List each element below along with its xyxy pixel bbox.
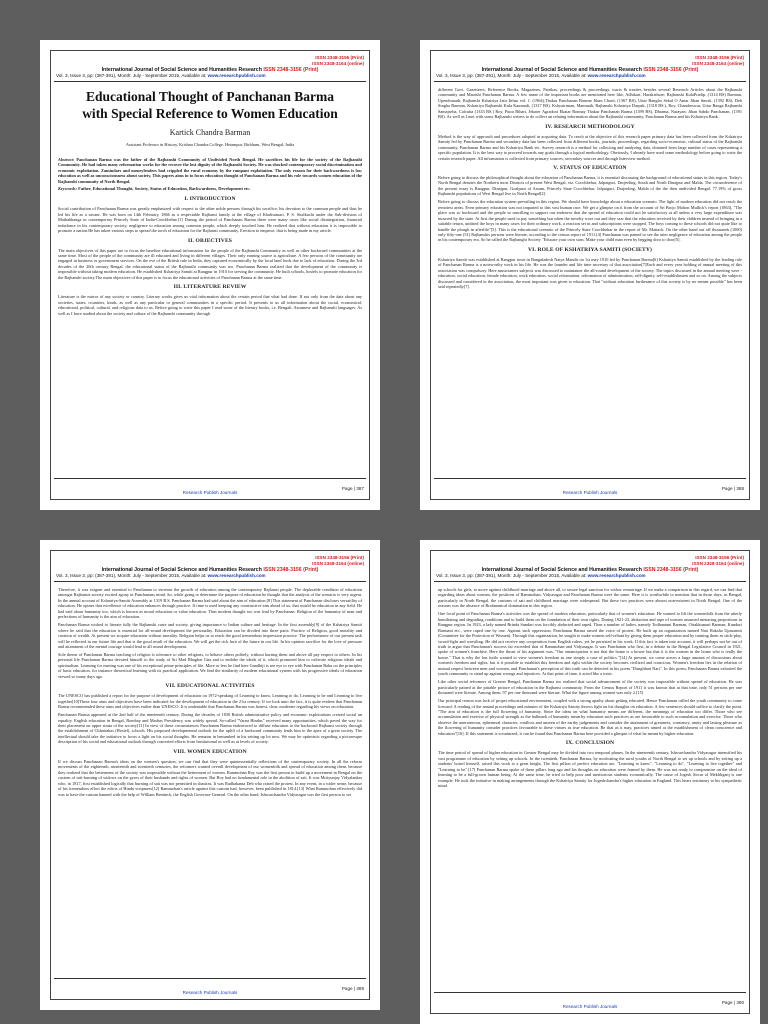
page-footer (40, 986, 380, 996)
publisher-link[interactable]: Research Publish Journals (562, 490, 618, 495)
section-text-status-of-education-1: Before going to discuss the philosophical thought about the education of Panchanan Barma, it is essential discussing the background of educational status in this region. Today's North Bengal denotes the Northern most Districts of present West Bengal, viz. Coochbehar, Jalpaiguri, Darjeeling, South and North Dinajpur and Malda. The circumference of the present essay is Rangpur, Dinajpur, Goalpara of Assam, Princely State Coochbehar, Jalpaiguri, Darjeeling, Malda of the the then undivided Bengal. 77.19% of gross Rajbanshi populations of West Bengal live in North Bengal[2]. (438, 174, 742, 197)
page-body (58, 86, 362, 319)
journal-url-link[interactable]: www.researchpublish.com (207, 73, 266, 78)
header-rule (434, 81, 746, 82)
publisher-link[interactable]: Research Publish Journals (182, 490, 238, 495)
section-text-status-of-education-2: Before going to discuss the education system prevailing in this region. We should have knowledge about a education scenario. The light of modern education did not reach the remotest areas. Even primary education was not imparted to this vast human race. We get a glimpse on it from the account of Sri Brojo Mohon Mullick's report (1863), "The place was so backward and the people so unwilling to support our endeavor that the spread of education could not be satisfactory at all unless a very large expenditure was incurred by the state. At first the people used to pay something but when the novelty wore out and they saw that the education received by their children instead of bringing in a suitable return, unfitted the boys in many cases for their ordinary work, a reaction set in and subscriptions were stopped. The boys coming to these schools did not quite like to handle the plough in afterlife"[3]. This is the educational scenario of the Princely State Coochbehar in the report of Mr. Mattack. On the other hand out off thousands (1000) only fifty-one (51) Rajbanshis persons were literate, according to the census report of 1911.[4] Panchanan was pained to see the utter negligence of education among the people in his contemporary era. So he called the Rajbanghi Society "Educate your own sons. Make your child man even by begging door to door[5]. (438, 199, 742, 243)
abstract: Abstract: Panchanan Barma was the father of the Rajbanshi Community of Undivided North Bengal. He sacrifices his life for the society of the Rajbanshi Community. He had taken many reformation works for the recover the lost dignity of the Rajbanshi Society. He was shocked contemporary social discrimination and economic exploitation. Zamindars and moneylenders had crippled the rural economy by the rampant exploitation. The only reason for their backwardness is low education as well as unconsciousness about society. This papers aims in to focus education thought of Panchanan Barma and his role towards women education of the Rajbanshi community of North Bengal. (58, 157, 362, 184)
section-text-literature-review: Literature is the mirror of any society or country. Literary works gives us vital information about the certain period that what had done. If not only from the data about any societies, states, countries, kinds, as well as any particular or general communities in a specific period. It presents to us all information about the social, economical, educational, political, cultural, and religious data to us. Before going to write this paper I read some of the literary books, i.e. Bengali, Assamese and Rajbanshi languages. As well as I have studied about the society and culture of the Rajbanshi community through (58, 294, 362, 316)
page-footer (40, 486, 380, 496)
footer-rule (54, 478, 366, 479)
issn-online: ISSN 2348-3164 (online) (692, 560, 744, 566)
publisher-link[interactable]: Research Publish Journals (182, 990, 238, 995)
page-header (436, 55, 744, 79)
journal-url-link[interactable]: www.researchpublish.com (207, 573, 266, 578)
paragraph-women-question: If we discuss Panchanan Barma's ideas on the women's question, we can find that they were quintessentially reflections of the contemporary society. In all the reform movements of the eighteenth, nineteenth and twentieth centuries, the reformers wanted overall development of our womenfolk and spread of education among them, because they realized that the betterment of the society was impossible without the betterment of women. Rammohan Roy was the first person to build up a movement in Bengal on the custom of sati-burning of widows on the pyres of their husbands and rights of women. But Roy had no fundamental role in the abolition of sati. It was Mrityunjay Vidyalankar who, in 1817, first established logically that burning of sati was not permitted in shastras. It was Radhakanta Deb who raised the protest. In any event, in a wider sense, because of his tremendous effort the edicts of Hindu scriptures[12] Rammohan's article against this custom had, however, been published in 1814.[13] What Rammohan effectively did was to have the custom banned with the help of William Bentinck, the English Governor-General. On the other hand, Ishwarchandra Vidyasagar was the first person to set (58, 758, 362, 797)
paragraph-womens-education: One focal point of Panchanan Barma's activities was the spread of modern education, particularly that of women's education. He wanted to lift the womenfolk from the utterly humiliating and degrading conditions and to build them on the foundation of their own rights. During 1921-23, abduction and rape of women assumed menacing proportions in Rangpur region. In 1923, a lady named Brinda Sundari was forcibly abducted and raped. Then a number of ladies, namely Todhantuni Barman, Oirakkumari Barman, Kunduri Barmani etc., were raped one by one. Against such oppression, Panchanan Barma raised the voice of protest. He built up an organization named Nari Raksha Upasamiti (Committee for the Protection of Women). Through this organization, he sought to make women self-reliant by giving them proper education and by training them as stick-play, sword-fight and wrestling. He did not receive any cooperation from English rulers, yet he persisted in his work. If this fact is taken into account, it will perhaps not be out of truth to argue that Panchanan's success far exceeded that of Rammohan and Vidyasagar. It was Panchanan who first, in a debate in the Bengal Legislative Council in 1921, spoke of women's franchise. Here the thrust of his argument was, "Our emancipation is not that the home is a bower but that it is the women in the home who is really the house." That is why the has futile wanted to view women's freedom as one simply a case of politics."[14] At present, we come across a large amount of discussions about women's freedom and rights, but is it possible to establish this freedom and right within the society becomes civilized and conscious. Women's freedom lies in the relation of mutual respect between men and women, and Panchanan's perception of this truth can be detected in his poem "Dunghhati Nari". In this poem, Panchanan Barma exhorted the youth community to stand up against wrongs and injustices. At that point of time, it acted like a tonic. (438, 611, 742, 677)
paragraph-indian-culture: Panchanan Barma wished to literate fully the Rajbanshi caste and society, giving importance to Indian culture and heritage. In the first assembly[9] of the Kshatriya Samiti where he said that the education is essential for all-round development the personality. Education can be divided into three parts: Practice of Religion, good morality and creation of wealth. At present we acquire education without morality. Religion helps us to reach the good tremendous impression practice. The performance of our present task will be reflected in our future life and that is the good result of the education. We will get the rich fruit of the future in our life. In his opinion sacrifice for the love of pressure and attainment of the mental courage would lead to all round development. (58, 622, 362, 650)
page-footer (420, 1000, 760, 1010)
paragraph-girls-schools: up schools for girls, to move against childhood marriage and above all, to secure legal sanction for widow remarriage. If we make a comparison in this regard, we can find that regarding ideas about women, the positions of Rammohan, Vidyasagar and Panchanan Barma were the same. Here it is worthwhile to mention that in those days, in Bengal, particularly in North Bengal, the customs of sati and childhood marriage were widespread. But these two practices were almost non-existent in North Bengal. One of the reasons was the absence of Brahmanical domination in this region. (438, 587, 742, 609)
continued-text: different Govt. Gazetteers, Reference Books, Magazines, Patrikas, proceedings & proceedings, tracts & treaties besides several Research Articles about the Rajbanshi community and Manishi Panchanan Barma. A few name of the important books are mentioned here like, Adhikari, Harakishore; Rajbanshi KulaPradip, (1314 BS) Barman, Upendranath; Rajbanshi Kshatriya Jatir Itihas vol. 1. (1964),Thakur Panchanan Barmar Jiban Charit, (1367 BS), Uttar Banglar Sekal O Amar Jiban Smriti, (1392 BS). Deb Singha Barman, Kshatriya Rajbanshi Kula Kaumudi, (1317 BS). Kshyatriman, Manmath, Rajbanshi Kshatriya Darpak, (1318 BS.), Roy, Chandreswar, Uttar Banga Rajbanshi Samajseba, Calcutta (1333 BS.) Roy, Putra Bihari, Jekater Agradoot Ekatar Bonnay Thakur Panchanan Barma (1399 BS), Dharma, Narayan; Jiban Sabdo Panchanan, (1391 BS). As well as I met with some Rajbanshi writers to do collect an relating information about the Rajbanshi community, Panchanan Barma and his Kshatriya Bank. (438, 87, 742, 120)
section-heading-kshatriya-samiti: VI. ROLE OF KSHATRIYA SAMITI (SOCIETY) (528, 246, 652, 253)
footer-rule (434, 478, 746, 479)
page-number: Page | 387 (341, 486, 364, 491)
section-heading-research-methodology: IV. RESEARCH METHODOLOGY (545, 123, 635, 130)
header-rule (54, 81, 366, 82)
page-header (56, 55, 364, 79)
paper-title: Educational Thought of Panchanan Barma with Special Reference to Women Education (82, 89, 338, 121)
header-rule (54, 581, 366, 582)
page-number: Page | 389 (341, 986, 364, 991)
page-body (58, 587, 362, 800)
section-heading-status-of-education: V. STATUS OF EDUCATION (553, 164, 627, 171)
footer-rule (54, 978, 366, 979)
page-number: Page | 390 (721, 1000, 744, 1005)
journal-page-389 (40, 540, 380, 1010)
footer-rule (434, 992, 746, 993)
paragraph-religion: Sole theme of Panchanan Barma teaching of religion is tolerance to other religions, to behave others politely, without hurting them and above all pay respect to others. In his personal life Panchanan Barma devoted himself to the study of Sri Mad Bhagbat Gita and to embibe the ideals of it, which promoted him to cultivate religious ideals and spiritualism. Learning for earning was one of his exceptional prime principles of life. More or less he find here Gandhiji is see eye to eye with Panchanan Babu on the principles of basic education. for instance theoretical learning with its practical application. We find the similarity of modern educational system with his progressive ideals of education viewed so many days ago. (58, 651, 362, 679)
keywords: Keywords: Father, Educational Thought, Society, Status of Education, Backwardness, Development etc. (58, 186, 251, 192)
section-text-objectives: The main objectives of this paper are to focus the baseline educational information for the people of the Rajbanshi Community as well as other backward communities at the same time. Most of the people of the community are ill educated and living in different villages. Their only earning source is agriculture. A few persons of the community are engaged in business or government services. On the eve of the British rule in India, they captured economically by the local land lords due to lack of education. During the 3rd decades of the 20th century Bengal, the educational status of the Rajbanshi community was too. Panchanan Barma realized that the development of the community is impossible without taking modern education. He established Kshatriya Samiti at Rangpur in 1910 for serving the community. He built schools, hostels to promote education for the Rajbanshi society.The main objectives of this paper is to focus the educational activities of Panchanan Barma at the same time. (58, 247, 362, 280)
page-number: Page | 388 (721, 486, 744, 491)
journal-url-link[interactable]: www.researchpublish.com (587, 573, 646, 578)
section-heading-introduction: I. INTRODUCTION (184, 196, 236, 203)
paragraph-social-reformers: Like other social reformers of Greater Bengal, Panchanan Barma too realized that social advancement of the society was impossible without spread of education. He was particularly pained at the pitiable picture of education in the Rajbansi community. From the Census Report of 1911 it was known that at that time, only 51 persons per one thousand were literate. Among them, 97 per one thousand were literate. What the figure among women was only 2.[15] (438, 679, 742, 696)
issn-online: ISSN 2348-3164 (online) (692, 60, 744, 66)
volume-info: Vol. 3, Issue 3, pp: (387-391), Month: July - September 2015, Available at: www.researchpublish.com (436, 573, 646, 578)
paragraph-conclusion: The time period of spread of higher education in Greater Bengal may be divided into two temporal phases. In the nineteenth century, Ishwarchandra Vidyasagar intensified his vast programme of education by setting up schools. In the twentieth, Panchanan Barma, by motivating the rural youths of North Bengal to set up schools and by setting up a students' hostel himself, raised this work to a great height. The first pillars of perfect education are, "Learning to know", "Learning to do", "Learning to live together" and "Learning to be".[17] Panchanan Barma spoke of these pillars long ago and his thoughts on education were framed by them. He was not ready to compromise on the ideal of learning to be a full-grown human being. At the same time, he tried to help poor and meritorious students economically. The cause of Jogesh Sircar of Mekhliganj is one example. He took the initiative in making arrangements through the Kshatriya Samity for Jogeshchandra's higher education in England. This bears testimony to his sympathetic mind. (438, 750, 742, 788)
page-header (56, 555, 364, 579)
header-rule (434, 581, 746, 582)
issn-online: ISSN 2348-3164 (online) (312, 60, 364, 66)
section-text-kshatriya-samiti: Kshatriya Samiti was established at Rangpur town in Bangaladesh Natya Mandir on 1st may 1910 led by Panchanan Barma[6] Kshatriya Samiti established by the leading role of Panchanan Barma is a noteworthy work in his life. He was the founder and life time secretary of that association[7]Each and every year holding of annual meeting of this association was compulsory. Here musicianers subjects was discussed to maintainer the all-round development of the society. The topics discussed in the annual meeting were - education, social education, female education, work education, social reformation, reformation of administration, self-dignity, self-establishment and so on. Among the subjects discussed and considered in the association, the most important was given to education. That "without education furtherance of this society is by no means possible" has been said repeatedly[7]. (438, 256, 742, 290)
paragraph-educational-environment: Our principal reason was lack of proper educational environment, coupled with a strong apathy about getting educated. Hence Panchanan called the youth community to come forward. A reading of the annual proceedings and minutes of the Kshatriya Samity throws light on his thoughts on education. A few sentences should suffice to clarify the point. "The aim of education is the full flowering of humanity. Since the ideas on what humanity means are different, the meanings of education too differ. Those who see accumulation and exercise of physical strength as the hallmark of humanity mean by education such practices as are favourable to such accumulation and exercise. Those who observe the unerroneous, ephemeral character, conflicts and unseen of the earthy judgements and consider the attainment of greatness, constancy, amity and lasting pleasure as the flowering of humanity consider practices favourable to these virtues as true education. Be that as it may, practices aimed at the establishment of clean conscience and education"[16]. If this statement is scrutinized, it can be found that Panchanan Barma here provided a glimpse of what he meant by higher education. (438, 698, 742, 736)
issn-online: ISSN 2348-3164 (online) (312, 560, 364, 566)
section-heading-women-education: VIII. WOMEN EDUCATION (173, 748, 247, 755)
journal-page-388 (420, 40, 760, 510)
issn-print: ISSN 2348-3156 (Print) (315, 55, 364, 60)
page-body (438, 587, 742, 791)
volume-info: Vol. 3, Issue 3, pp: (387-391), Month: July - September 2015, Available at: www.researchpublish.com (56, 73, 266, 78)
journal-title: International Journal of Social Science and Humanities Research ISSN 2348-3156 (Print) (101, 566, 319, 573)
volume-info: Vol. 3, Issue 3, pp: (387-391), Month: July - September 2015, Available at: www.researchpublish.com (56, 573, 266, 578)
section-heading-literature-review: III. LITERATURE REVIEW (173, 284, 247, 291)
journal-title: International Journal of Social Science and Humanities Research ISSN 2348-3156 (Print) (101, 66, 319, 73)
journal-page-390 (420, 540, 760, 1024)
paragraph-unesco: The UNESCO has published a report for the purpose of development of education on 1972-speaking of Learning to know, Learning to do, Learning to be and Learning to live together[10]These four aims and objectives have been indicated for the development of education in the 21st century. If we look unto the fact, it is quite evident that Panchanan Barma recommended these aims and objectives earlier than UNESCO. It is undeniable that Panchanan Barma was honest, clear, moderate regarding his views on education. (58, 693, 362, 710)
section-heading-objectives: II. OBJECTIVES (188, 237, 232, 244)
page-body (438, 87, 742, 292)
author-affiliation: Assistant Professor in History, Krishna Chandra College, Hetampur, Birbhum, West Bengal, India (125, 142, 295, 147)
publisher-link[interactable]: Research Publish Journals (562, 1004, 618, 1009)
journal-title: International Journal of Social Science and Humanities Research ISSN 2348-3156 (Print) (481, 566, 699, 573)
journal-title: International Journal of Social Science and Humanities Research ISSN 2348-3156 (Print) (481, 66, 699, 73)
journal-url-link[interactable]: www.researchpublish.com (587, 73, 646, 78)
journal-page-387 (40, 40, 380, 510)
issn-print: ISSN 2348-3156 (Print) (695, 555, 744, 560)
page-header (436, 555, 744, 579)
section-heading-conclusion: IX. CONCLUSION (565, 740, 615, 747)
issn-print: ISSN 2348-3156 (Print) (695, 55, 744, 60)
section-text-introduction: Social contribution of Panchanan Barma was greatly emphasized with respect to the other noble persons through his sacrifice, his devotion to the common people and thus he led his life as a savant. He was born on 14th February, 1866 as a respectable Rajbansi family at the village of Khalisamari, P. S. Sitalkuchi under the Sub-division of Mathabhanga in contemporary Princely State of India-Coochbehar.[1] During the period of Panchanan Barma there were many cases like social disintegration, financial imbalance in his contemporary society, negligence to education among common people, which deeply touched him. He realized that without education it is impossible to promote a nation.He has taken various steps to spread the torch of education for the Rajbansi community. Erection to emperor, that is being made in my article. (58, 206, 362, 234)
paragraph-aim-of-education: Therefore, it was exigent and essential to Panchanan to increase the growth of education among the contemporary Rajbansi people. The deplorable condition of education amongst Rajbansis society excited agony in Panchanans mind. So, while going to determine the purpose of education he thought that the analysis of the scenario is very urgent. In the annual account of Kshatriya-Samiti Assembly at 1319 B.S. Panchanan Barma had said about the aim of education.[8] This statement of Panchanan discloses versatility of education. He opines that excellence of education enhances through practice. If time is used keeping any constructive aim ahead of us, that would be education in any field. He had said about humanity too, which is known as moral education or value education. Thus modern thought too was lead by Panchanan. Religion of the humanity of man and perfections of humanity is the aim of education. (58, 587, 362, 620)
paragraph-nineteenth-century: Panchanan Barma appeared at the 2nd half of the nineteenth century. During the decades of 1830 British administrative policy and economic exploitations created social un equality. English education in Bengal, Bombay and Madras Presidency was widely spread. So-called "Varna Hindus" received many opportunities, which paved the way for their placement on upper strata of the society[11] In view of these circumstances Panchanan Barma endeavored to diffuse education to the backward Rajbansi society through the establishment of Chhatrabas (Hostel), schools. His proposed developmental outlook for the uplift of a backward community lends him to the apex of a great society. The intellectual should take the initiative to focus a light on his social thoughts. He remains in benumbed in his setting up lot now. We may be optimistic regarding a picturesque description of his social and educational outlook through concerted efforts from Institutional as well as at levels of society. (58, 712, 362, 745)
page-footer (420, 486, 760, 496)
issn-print: ISSN 2348-3156 (Print) (315, 555, 364, 560)
section-text-research-methodology: Method is the way of approach and procedures adopted in acquiring data. To reach at the objective of this research paper primary data has been collected from the Kshatriya Samity led by Panchanan Barma and secondary data has been collected from different books, journals, proceedings, regarding socio-economic, cultural status of the Rajbanshi community, Panchanan Barma and his Kshatriya Bank etc. Survey research is a method for collecting and analyzing data, obtained from large number of cases representing a specific population. It is the best way to proceed towards any goals through a logical methodology. Obviously, I already have used some methodology before going to write the certain research paper. All information is collected from primary sources, secondary sources and through Interview method. (438, 133, 742, 161)
author-name: Kartick Chandra Barman (169, 128, 251, 137)
volume-info: Vol. 3, Issue 3, pp: (387-391), Month: July - September 2015, Available at: www.researchpublish.com (436, 73, 646, 78)
section-heading-educational-activities: VII. EDUCATIONAL ACTIVITIES (165, 683, 255, 690)
